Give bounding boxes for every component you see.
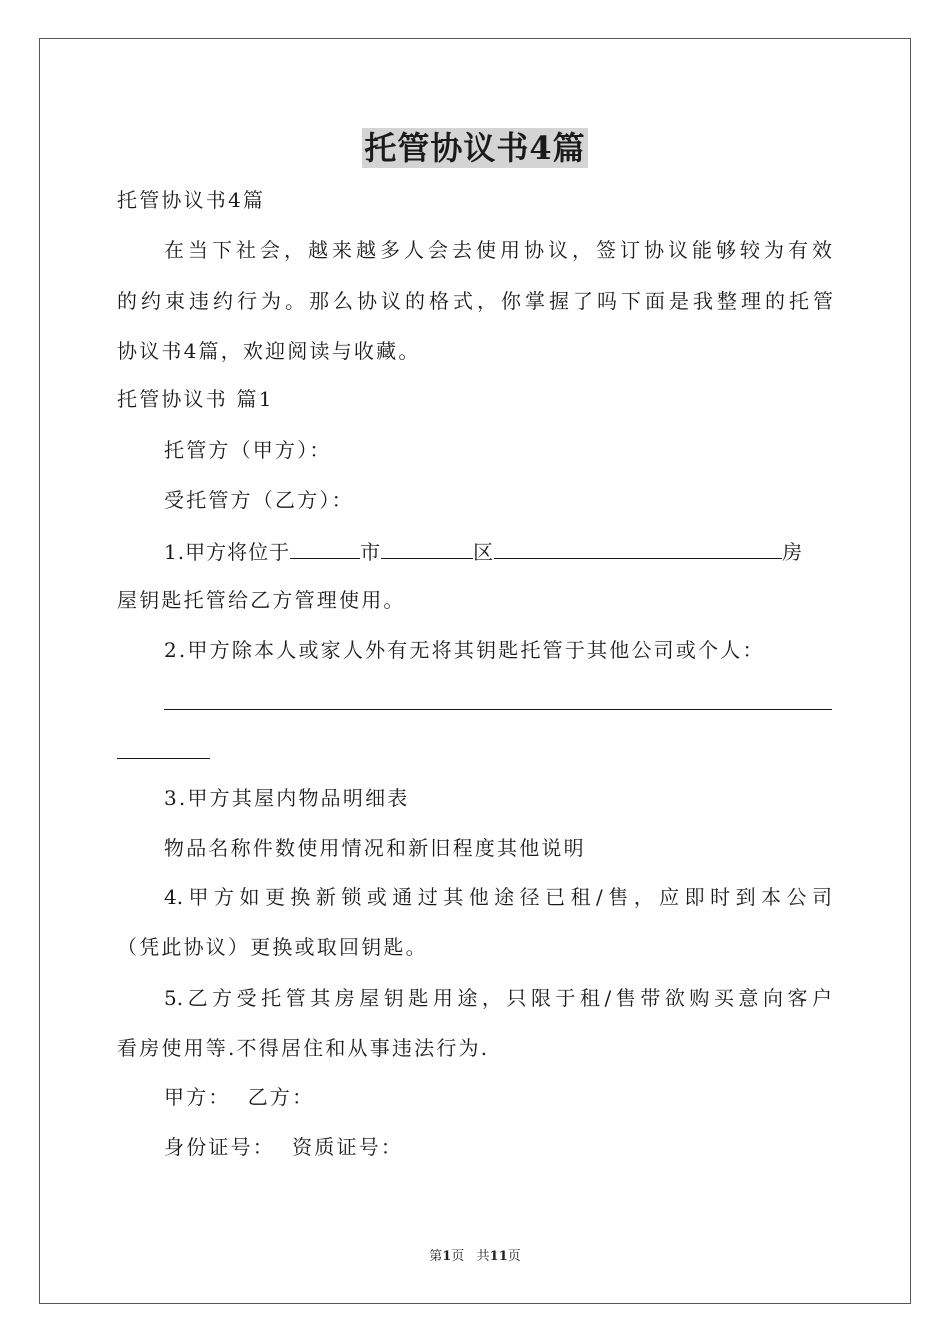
item4-line-2: （凭此协议）更换或取回钥匙。 — [117, 935, 428, 959]
signature-line: 甲方： 乙方： — [164, 1085, 315, 1109]
page-footer — [0, 1249, 950, 1265]
item1-prefix: 1.甲方将位于 — [164, 540, 291, 564]
item1-suffix: 房 — [782, 540, 804, 564]
party-a-label: 托管方（甲方）： — [164, 438, 332, 462]
district-blank — [381, 536, 473, 559]
item2-text: 2.甲方除本人或家人外有无将其钥匙托管于其他公司或个人： — [164, 638, 765, 662]
title-container — [0, 128, 950, 168]
item5-line-1: 5.乙方受托管其房屋钥匙用途，只限于租/售带欲购买意向客户 — [164, 986, 832, 1010]
city-blank — [290, 536, 360, 559]
footer-page-number: 1 — [442, 1249, 452, 1264]
section-heading: 托管协议书 篇1 — [117, 387, 274, 411]
footer-page-suffix: 页 — [507, 1249, 521, 1264]
item2-answer-line-1 — [164, 709, 832, 710]
item1-district: 区 — [473, 540, 495, 564]
footer-page-prefix: 第 — [429, 1249, 443, 1264]
address-blank — [494, 536, 782, 559]
footer-total-pages: 11 — [489, 1249, 508, 1264]
footer-page-mid: 页 共 — [451, 1249, 490, 1264]
intro-line-1: 在当下社会，越来越多人会去使用协议，签订协议能够较为有效 — [164, 238, 832, 262]
item4-line-1: 4.甲方如更换新锁或通过其他途径已租/售，应即时到本公司 — [164, 885, 832, 909]
item1-line — [164, 536, 803, 566]
item5-line-2: 看房使用等.不得居住和从事违法行为. — [117, 1036, 490, 1060]
document-title: 托管协议书4篇 — [364, 129, 586, 167]
party-b-label: 受托管方（乙方）： — [164, 488, 354, 512]
intro-line-2: 的约束违约行为。那么协议的格式，你掌握了吗下面是我整理的托管 — [117, 289, 833, 313]
item1-continuation: 屋钥匙托管给乙方管理使用。 — [117, 588, 406, 612]
item2-answer-line-2 — [117, 758, 210, 759]
item1-city: 市 — [360, 540, 382, 564]
inventory-table-header: 物品名称件数使用情况和新旧程度其他说明 — [164, 836, 586, 860]
item3-text: 3.甲方其屋内物品明细表 — [164, 786, 410, 810]
page-border — [39, 38, 911, 1304]
document-subtitle: 托管协议书4篇 — [117, 188, 266, 212]
id-number-line: 身份证号： 资质证号： — [164, 1135, 404, 1159]
intro-line-3: 协议书4篇，欢迎阅读与收藏。 — [117, 339, 421, 363]
